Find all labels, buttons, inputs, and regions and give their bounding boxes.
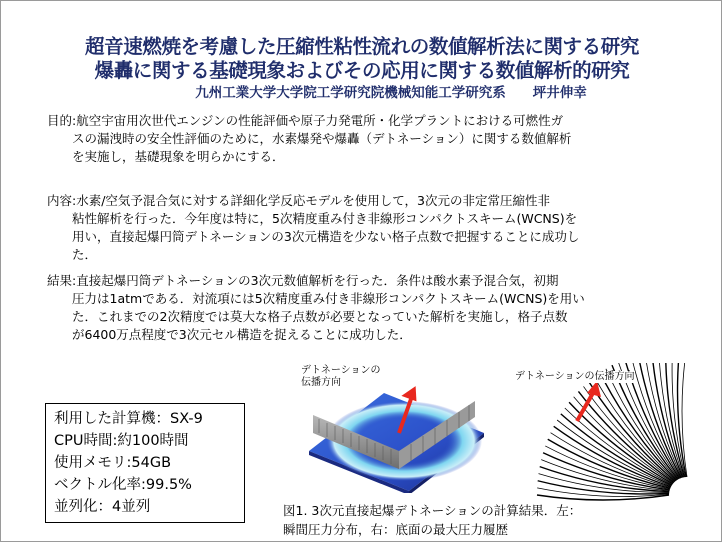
caption-line: 瞬間圧力分布，右：底面の最大圧力履歴 bbox=[283, 522, 509, 537]
purpose-section bbox=[47, 112, 677, 166]
result-line: た．これまでの2次精度では莫大な格子点数が必要となっていた解析を実施し，格子点数 bbox=[72, 309, 568, 324]
result-text: 直接起爆円筒デトネーションの3次元数値解析を行った．条件は酸水素予混合気，初期 bbox=[76, 273, 559, 288]
content-section bbox=[47, 192, 687, 264]
result-label: 結果: bbox=[47, 273, 77, 288]
result-line bbox=[47, 272, 687, 290]
propagation-arrow-head bbox=[401, 383, 421, 402]
purpose-line: を実施し，基礎現象を明らかにする． bbox=[72, 149, 285, 164]
left-figure-label bbox=[301, 365, 381, 389]
spec-parallel: 並列化：4並列 bbox=[54, 499, 151, 515]
spec-cpu-time: CPU時間:約100時間 bbox=[54, 433, 189, 449]
result-line: が6400万点程度で3次元セル構造を捉えることに成功した． bbox=[72, 327, 412, 342]
content-line bbox=[47, 192, 687, 210]
figure-caption bbox=[283, 501, 703, 539]
spec-memory: 使用メモリ:54GB bbox=[54, 455, 172, 471]
spec-vectorization: ベクトル化率:99.5% bbox=[54, 477, 192, 493]
page-title: 超音速燃焼を考慮した圧縮性粘性流れの数値解析法に関する研究 bbox=[85, 35, 639, 58]
spec-computer: 利用した計算機：SX-9 bbox=[54, 411, 203, 427]
purpose-label: 目的: bbox=[47, 113, 77, 128]
purpose-line: スの漏洩時の安全性評価のために，水素爆発や爆轟（デトネーション）に関する数値解析 bbox=[72, 131, 572, 146]
author-affiliation: 九州工業大学大学院工学研究院機械知能工学研究系 坪井伸幸 bbox=[195, 85, 587, 101]
page-subtitle: 爆轟に関する基礎現象およびその応用に関する数値解析的研究 bbox=[94, 59, 630, 82]
pressure-field-image bbox=[299, 363, 489, 493]
left-label-line: 伝播方向 bbox=[301, 377, 341, 388]
purpose-line bbox=[47, 112, 677, 130]
max-pressure-history-image bbox=[509, 363, 697, 501]
result-line: 圧力は1atmである．対流項には5次精度重み付き非線形コンパクトスキーム(WCNS)を用い bbox=[72, 291, 585, 306]
right-figure-label: デトネーションの伝播方向 bbox=[515, 371, 635, 382]
content-line: 粘性解析を行った．今年度は特に，5次精度重み付き非線形コンパクトスキーム(WCNS)を bbox=[72, 211, 578, 226]
result-section bbox=[47, 272, 687, 344]
left-label-line: デトネーションの bbox=[301, 365, 381, 376]
content-text: 水素/空気予混合気に対する詳細化学反応モデルを使用して，3次元の非定常圧縮性非 bbox=[76, 193, 551, 208]
content-line: た． bbox=[72, 247, 98, 262]
computer-specs-box bbox=[45, 403, 245, 523]
max-pressure-history-svg bbox=[509, 363, 697, 501]
content-label: 内容: bbox=[47, 193, 77, 208]
content-line: 用い，直接起爆円筒デトネーションの3次元構造を少ない格子点数で把握することに成功し bbox=[72, 229, 580, 244]
purpose-text: 航空宇宙用次世代エンジンの性能評価や原子力発電所・化学プラントにおける可燃性ガ bbox=[76, 113, 564, 128]
caption-line: 図1. 3次元直接起爆デトネーションの計算結果．左： bbox=[283, 503, 582, 518]
